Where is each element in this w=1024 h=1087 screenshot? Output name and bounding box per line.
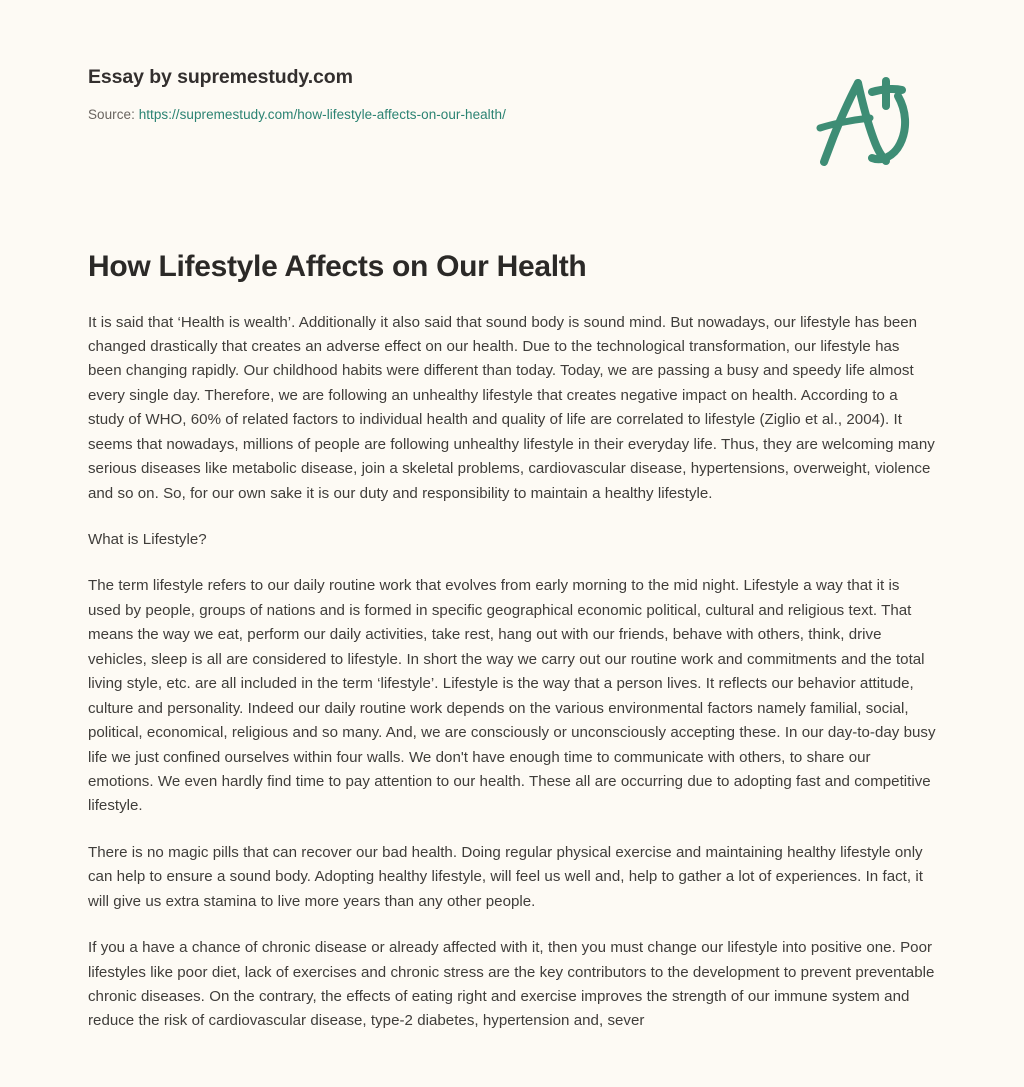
section-heading-what-is-lifestyle: What is Lifestyle? [88,531,207,548]
paragraph: There is no magic pills that can recover our bad health. Doing regular physical exercise and maintaining healthy lifestyle only can help to ensure a sound body. Adopting healthy lifestyle, will feel us well and, help to gather a lot of experiences. In fact, it will give us extra stamina to live more years than any other people. [88,843,923,910]
paragraph: It is said that ‘Health is wealth’. Additionally it also said that sound body is sound mind. But nowadays, our lifestyle has been changed drastically that creates an adverse effect on our health. Due to the technological transformation, our lifestyle has been changing rapidly. Our childhood habits were different than today. Today, we are passing a busy and speedy life almost every single day. Therefore, we are following an unhealthy lifestyle that creates negative impact on health. According to a study of WHO, 60% of related factors to individual health and quality of life are correlated to lifestyle (Ziglio et al., 2004). It seems that nowadays, millions of people are following unhealthy lifestyle in their everyday life. Thus, they are welcoming many serious diseases like metabolic disease, join a skeletal problems, cardiovascular disease, hypertensions, overweight, violence and so on. So, for our own sake it is our duty and responsibility to maintain a healthy lifestyle. [88,313,935,502]
article [88,248,936,1034]
source-line [88,106,728,124]
a-plus-logo [812,66,924,170]
page-title: How Lifestyle Affects on Our Health [88,250,587,283]
paragraph-truncated: If you a have a chance of chronic disease or already affected with it, then you must change our lifestyle into positive one. Poor lifestyles like poor diet, lack of exercises and chronic stress are the key contributors to the development to prevent preventable chronic diseases. On the contrary, the effects of eating right and exercise improves the strength of our immune system and reduce the risk of cardiovascular disease, type-2 diabetes, hypertension and, sever [88,939,935,1030]
header-text-block [88,66,728,124]
a-plus-logo-icon [812,66,924,170]
source-url-link[interactable]: https://supremestudy.com/how-lifestyle-affects-on-our-health/ [138,107,506,123]
source-label: Source: [88,107,139,123]
byline: Essay by supremestudy.com [88,66,353,88]
article-body [88,311,936,1034]
paragraph: The term lifestyle refers to our daily routine work that evolves from early morning to the mid night. Lifestyle a way that it is used by people, groups of nations and is formed in specific geographical economic political, cultural and religious text. That means the way we eat, perform our daily activities, take rest, hang out with our friends, behave with others, think, drive vehicles, sleep is all are considered to lifestyle. In short the way we carry out our routine work and commitments and the total living style, etc. are all included in the term ‘lifestyle’. Lifestyle is the way that a person lives. It reflects our behavior attitude, culture and personality. Indeed our daily routine work depends on the various environmental factors namely familial, social, political, economical, religious and so many. And, we are consciously or unconsciously accepting these. In our day-to-day busy life we just confined ourselves within four walls. We don't have enough time to communicate with others, to share our emotions. We even hardly find time to pay attention to our health. These all are occurring due to adopting fast and competitive lifestyle. [88,577,936,815]
document-header [0,0,1024,200]
